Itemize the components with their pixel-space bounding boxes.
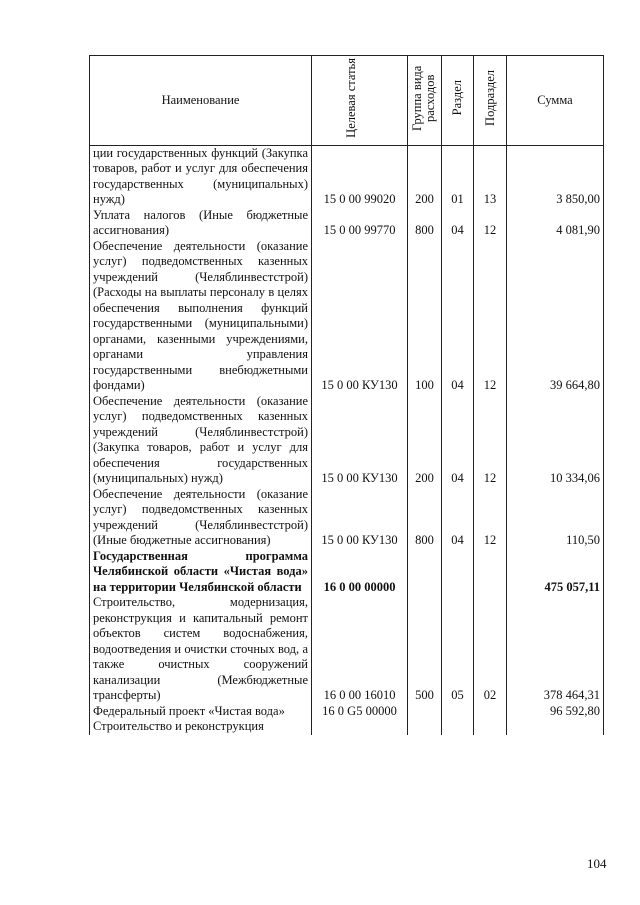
header-group: Группа вида расходов [408, 56, 442, 146]
cell-target-code: 15 0 00 КУ130 [312, 239, 408, 394]
cell-expense-group: 100 [408, 239, 442, 394]
cell-expense-group [408, 719, 442, 735]
cell-subsection [474, 549, 507, 596]
table-row [90, 549, 604, 596]
cell-name: ции государственных функций (Закупка товаров, работ и услуг для обеспечения государственных (муниципальных) нужд) [90, 145, 312, 208]
cell-subsection: 12 [474, 208, 507, 239]
cell-expense-group [408, 704, 442, 720]
budget-table [89, 55, 604, 735]
cell-section [442, 549, 474, 596]
cell-section [442, 719, 474, 735]
cell-sum: 475 057,11 [507, 549, 604, 596]
cell-target-code [312, 719, 408, 735]
cell-target-code: 16 0 00 00000 [312, 549, 408, 596]
cell-target-code: 16 0 G5 00000 [312, 704, 408, 720]
cell-sum: 3 850,00 [507, 145, 604, 208]
table-row [90, 208, 604, 239]
cell-sum: 39 664,80 [507, 239, 604, 394]
cell-sum: 4 081,90 [507, 208, 604, 239]
cell-name: Обеспечение деятельности (оказание услуг) подведомственных казенных учреждений (Челяблинвестстрой) (Расходы на выплаты персоналу в целях обеспечения выполнения функций государственными (муниципальными) органами, казенными учреждениями, органами управления государственными внебюджетными фондами) [90, 239, 312, 394]
header-name: Наименование [90, 56, 312, 146]
table-row [90, 719, 604, 735]
cell-expense-group [408, 549, 442, 596]
table-row [90, 595, 604, 704]
cell-name: Государственная программа Челябинской области «Чистая вода» на территории Челябинской области [90, 549, 312, 596]
cell-section: 04 [442, 239, 474, 394]
table-row [90, 487, 604, 549]
cell-sum: 378 464,31 [507, 595, 604, 704]
cell-subsection [474, 719, 507, 735]
table-row [90, 704, 604, 720]
cell-section: 04 [442, 394, 474, 487]
cell-expense-group: 800 [408, 208, 442, 239]
cell-expense-group: 200 [408, 394, 442, 487]
cell-section: 01 [442, 145, 474, 208]
cell-section [442, 704, 474, 720]
cell-target-code: 15 0 00 КУ130 [312, 394, 408, 487]
header-sum: Сумма [507, 56, 604, 146]
header-section: Раздел [442, 56, 474, 146]
cell-sum: 96 592,80 [507, 704, 604, 720]
table-row [90, 239, 604, 394]
table-body [90, 145, 604, 735]
cell-name: Федеральный проект «Чистая вода» [90, 704, 312, 720]
cell-name: Обеспечение деятельности (оказание услуг) подведомственных казенных учреждений (Челяблинвестстрой) (Иные бюджетные ассигнования) [90, 487, 312, 549]
cell-subsection: 12 [474, 239, 507, 394]
cell-subsection: 02 [474, 595, 507, 704]
cell-expense-group: 200 [408, 145, 442, 208]
table-row [90, 145, 604, 208]
cell-section: 05 [442, 595, 474, 704]
cell-target-code: 15 0 00 КУ130 [312, 487, 408, 549]
header-subsection: Подраздел [474, 56, 507, 146]
cell-subsection: 12 [474, 394, 507, 487]
cell-target-code: 15 0 00 99020 [312, 145, 408, 208]
cell-name: Обеспечение деятельности (оказание услуг) подведомственных казенных учреждений (Челяблинвестстрой) (Закупка товаров, работ и услуг для обеспечения государственных (муниципальных) нужд) [90, 394, 312, 487]
cell-section: 04 [442, 208, 474, 239]
cell-sum [507, 719, 604, 735]
header-target: Целевая статья [312, 56, 408, 146]
table-row [90, 394, 604, 487]
table-header-row [90, 56, 604, 146]
cell-target-code: 16 0 00 16010 [312, 595, 408, 704]
cell-expense-group: 500 [408, 595, 442, 704]
cell-name: Строительство и реконструкция [90, 719, 312, 735]
cell-sum: 110,50 [507, 487, 604, 549]
cell-subsection [474, 704, 507, 720]
cell-name: Строительство, модернизация, реконструкция и капитальный ремонт объектов систем водоснабжения, водоотведения и очистки сточных вод, а также очистных сооружений канализации (Межбюджетные трансферты) [90, 595, 312, 704]
cell-sum: 10 334,06 [507, 394, 604, 487]
cell-subsection: 12 [474, 487, 507, 549]
cell-name: Уплата налогов (Иные бюджетные ассигнования) [90, 208, 312, 239]
cell-expense-group: 800 [408, 487, 442, 549]
cell-section: 04 [442, 487, 474, 549]
cell-target-code: 15 0 00 99770 [312, 208, 408, 239]
cell-subsection: 13 [474, 145, 507, 208]
page-number: 104 [587, 856, 607, 871]
